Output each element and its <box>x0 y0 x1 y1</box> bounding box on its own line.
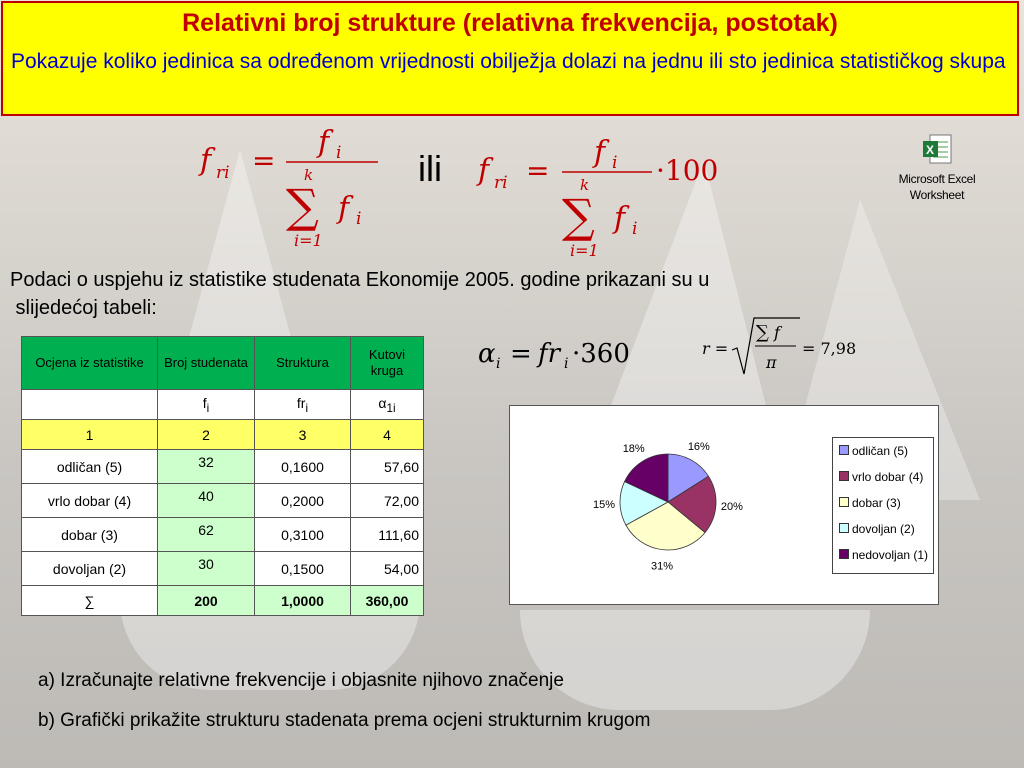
table-cell: odličan (5) <box>22 450 158 484</box>
background-boat <box>520 610 870 710</box>
table-cell: 3 <box>255 420 351 450</box>
excel-attachment[interactable] <box>872 133 1002 203</box>
symbol-row <box>22 390 424 420</box>
svg-text:i=1: i=1 <box>294 231 323 250</box>
column-header: Ocjena iz statistike <box>22 337 158 390</box>
grades-table <box>21 336 424 616</box>
svg-text:∑: ∑ <box>562 189 595 243</box>
svg-text:i: i <box>336 143 342 163</box>
svg-text:f: f <box>774 323 780 342</box>
svg-text:i: i <box>564 356 569 372</box>
legend-label: nedovoljan (1) <box>852 548 929 562</box>
svg-text:=: = <box>526 154 550 187</box>
svg-text:i: i <box>356 209 362 229</box>
intro-line: slijedećoj tabeli: <box>10 297 157 319</box>
legend-swatch <box>839 445 849 455</box>
svg-text:X: X <box>926 143 935 157</box>
table-cell: $fr_i$ <box>255 390 351 420</box>
angle-formula <box>476 334 646 379</box>
pie-data-label: 16% <box>687 440 710 453</box>
svg-text:f: f <box>338 191 350 226</box>
svg-text:k: k <box>580 176 590 194</box>
task-b: b) Grafički prikažite strukturu stadenata prema ocjeni strukturnim krugom <box>38 710 651 731</box>
svg-text:f: f <box>614 201 626 236</box>
percentage-formula <box>476 128 746 264</box>
table-cell: 1 <box>22 420 158 450</box>
legend-item <box>839 548 928 562</box>
svg-text:·100: ·100 <box>656 154 719 187</box>
table-cell: 360,00 <box>351 586 424 616</box>
svg-text:ri: ri <box>216 163 230 183</box>
svg-text:∑: ∑ <box>286 179 319 233</box>
table-cell: 1,0000 <box>255 586 351 616</box>
pie-chart <box>509 405 939 605</box>
svg-text:k: k <box>304 166 314 184</box>
svg-text:∑: ∑ <box>756 322 769 343</box>
table-cell: $f_i$ <box>158 390 255 420</box>
svg-text:π: π <box>766 353 777 372</box>
svg-text:=: = <box>510 339 532 369</box>
column-header: Struktura <box>255 337 351 390</box>
pie-chart-plot <box>510 406 830 604</box>
excel-label-line2: Worksheet <box>909 188 965 202</box>
table-cell: 0,1500 <box>255 552 351 586</box>
svg-text:·360: ·360 <box>572 339 630 369</box>
pie-data-label: 18% <box>622 442 645 455</box>
legend-label: dobar (3) <box>852 496 901 510</box>
intro-line: Podaci o uspjehu iz statistike studenata Ekonomije 2005. godine prikazani su u <box>10 269 710 291</box>
svg-text:ri: ri <box>494 173 508 193</box>
index-row <box>22 420 424 450</box>
table-cell: 111,60 <box>351 518 424 552</box>
svg-text:f: f <box>318 125 330 160</box>
radius-formula <box>700 314 870 389</box>
legend-item <box>839 522 915 536</box>
table-cell: $\alpha_{1i}$ <box>351 390 424 420</box>
svg-text:r =: r = <box>702 339 729 358</box>
table-cell: 57,60 <box>351 450 424 484</box>
table-cell: ∑ <box>22 586 158 616</box>
table-cell: dovoljan (2) <box>22 552 158 586</box>
table-row <box>22 450 424 484</box>
svg-text:f: f <box>594 135 606 170</box>
legend-label: vrlo dobar (4) <box>852 470 924 484</box>
legend-label: odličan (5) <box>852 444 909 458</box>
legend-swatch <box>839 549 849 559</box>
table-cell: 0,3100 <box>255 518 351 552</box>
column-header: Broj studenata <box>158 337 255 390</box>
sum-row <box>22 586 424 616</box>
table-cell: 0,1600 <box>255 450 351 484</box>
svg-text:= 7,98: = 7,98 <box>802 339 857 358</box>
column-header: Kutovi kruga <box>351 337 424 390</box>
relative-frequency-formula <box>198 122 388 258</box>
svg-text:fr: fr <box>538 339 561 369</box>
table-cell: dobar (3) <box>22 518 158 552</box>
svg-text:α: α <box>478 339 496 369</box>
svg-text:i: i <box>612 153 618 173</box>
legend-swatch <box>839 497 849 507</box>
svg-text:=: = <box>252 144 276 177</box>
slide-title: Relativni broj strukture (relativna frekvencija, postotak) <box>182 9 838 37</box>
excel-worksheet-icon <box>921 133 953 165</box>
table-cell: 72,00 <box>351 484 424 518</box>
table-cell: 200 <box>158 586 255 616</box>
table-row <box>22 518 424 552</box>
table-cell: 2 <box>158 420 255 450</box>
pie-data-label: 15% <box>593 499 616 512</box>
table-cell: 62 <box>158 518 255 552</box>
table-row <box>22 552 424 586</box>
legend-item <box>839 496 901 510</box>
svg-text:f: f <box>478 153 490 188</box>
pie-data-label: 20% <box>720 501 743 514</box>
legend-label: dovoljan (2) <box>852 522 915 536</box>
legend-item <box>839 444 908 458</box>
legend-swatch <box>839 523 849 533</box>
table-cell <box>22 390 158 420</box>
pie-data-label: 31% <box>650 560 673 573</box>
legend-swatch <box>839 471 849 481</box>
svg-text:i: i <box>496 356 501 372</box>
excel-label-line1: Microsoft Excel <box>898 172 976 186</box>
table-header-row <box>22 337 424 390</box>
or-label: ili <box>418 148 442 189</box>
table-cell: 54,00 <box>351 552 424 586</box>
table-cell: vrlo dobar (4) <box>22 484 158 518</box>
title-box <box>1 1 1019 116</box>
fri-symbol: f <box>200 143 212 178</box>
svg-text:i: i <box>632 219 638 239</box>
table-cell: 40 <box>158 484 255 518</box>
chart-legend <box>832 437 934 574</box>
table-row <box>22 484 424 518</box>
table-cell: 30 <box>158 552 255 586</box>
svg-text:i=1: i=1 <box>570 241 599 260</box>
table-cell: 32 <box>158 450 255 484</box>
slide-description: Pokazuje koliko jedinica sa određenom vrijednosti obilježja dolazi na jednu ili sto jedinica statističkog skupa <box>11 50 1006 73</box>
legend-item <box>839 470 923 484</box>
table-cell: 0,2000 <box>255 484 351 518</box>
task-a: a) Izračunajte relativne frekvencije i objasnite njihovo značenje <box>38 670 564 691</box>
table-cell: 4 <box>351 420 424 450</box>
